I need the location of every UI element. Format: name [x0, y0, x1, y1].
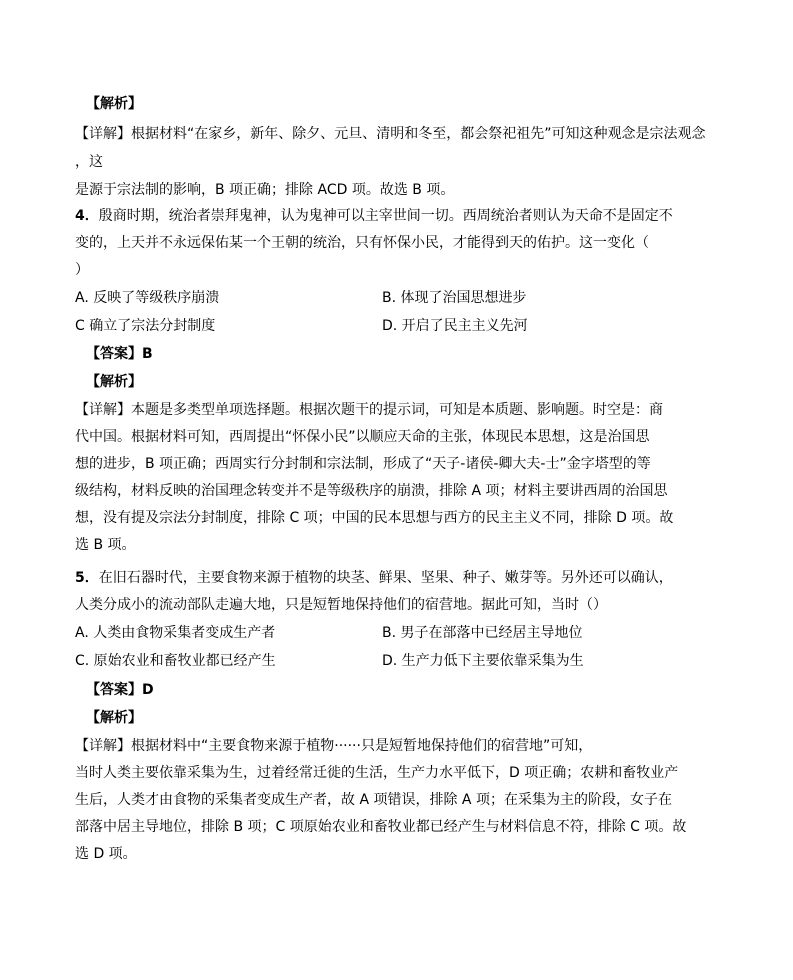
q5-option-b: B. 男子在部落中已经居主导地位: [382, 625, 583, 641]
q4-answer-label: 【答案】B: [86, 346, 153, 362]
q3-detail-line: 是源于宗法制的影响，B 项正确；排除 ACD 项。故选 B 项。: [75, 182, 455, 198]
q4-stem-line: 变的，上天并不永远保佑某一个王朝的统治，只有怀保小民，才能得到天的佑护。这一变化（: [75, 235, 649, 251]
q4-option-c: C 确立了宗法分封制度: [75, 318, 216, 334]
q5-stem-line: [75, 568, 673, 588]
q4-stem-line: ）: [75, 262, 89, 278]
q5-stem-text: 在旧石器时代，主要食物来源于植物的块茎、鲜果、坚果、种子、嫩芽等。另外还可以确认，: [98, 570, 673, 586]
q4-detail-line: 代中国。根据材料可知，西周提出“怀保小民”以顺应天命的主张，体现民本思想，这是治国思: [75, 429, 650, 445]
q5-jiexi-label: 【解析】: [86, 710, 142, 726]
q3-detail-line: 【详解】根据材料“在家乡，新年、除夕、元旦、清明和冬至，都会祭祀祖先”可知这种观念是宗法观念: [75, 126, 706, 142]
q4-jiexi-label: 【解析】: [86, 374, 142, 390]
q5-detail-line: 【详解】根据材料中“主要食物来源于植物······只是短暂地保持他们的宿营地”可知，: [75, 738, 593, 754]
q4-option-d: D. 开启了民主主义先河: [382, 318, 528, 334]
q4-option-a: A. 反映了等级秩序崩溃: [75, 290, 220, 306]
q4-detail-line: 级结构，材料反映的治国理念转变并不是等级秩序的崩溃，排除 A 项；材料主要讲西周的治国思: [75, 483, 668, 499]
q5-detail-line: 部落中居主导地位，排除 B 项；C 项原始农业和畜牧业都已经产生与材料信息不符，排除 C 项。故: [75, 819, 687, 835]
q3-jiexi-label: 【解析】: [86, 96, 142, 112]
q5-detail-line: 生后，人类才由食物的采集者变成生产者，故 A 项错误，排除 A 项；在采集为主的阶段，女子在: [75, 792, 672, 808]
q5-detail-line: 选 D 项。: [75, 846, 137, 862]
q4-detail-line: 选 B 项。: [75, 537, 136, 553]
q5-option-a: A. 人类由食物采集者变成生产者: [75, 625, 276, 641]
q5-number: 5．: [75, 570, 99, 586]
q4-detail-line: 【详解】本题是多类型单项选择题。根据次题干的提示词，可知是本质题、影响题。时空是：商: [75, 402, 663, 418]
q4-option-b: B. 体现了治国思想进步: [382, 290, 527, 306]
q5-detail-line: 当时人类主要依靠采集为生，过着经常迁徙的生活，生产力水平低下，D 项正确；农耕和畜牧业产: [75, 765, 679, 781]
q3-detail-line: ，这: [75, 154, 103, 170]
q5-answer-label: 【答案】D: [86, 682, 154, 698]
q4-number: 4．: [75, 208, 99, 224]
q4-stem-text: 殷商时期，统治者崇拜鬼神，认为鬼神可以主宰世间一切。西周统治者则认为天命不是固定不: [98, 208, 673, 224]
q5-option-c: C. 原始农业和畜牧业都已经产生: [75, 653, 276, 669]
q4-detail-line: 想的进步，B 项正确；西周实行分封制和宗法制，形成了“天子-诸侯-卿大夫-士”金字塔型的等: [75, 456, 651, 472]
q4-detail-line: 想，没有提及宗法分封制度，排除 C 项；中国的民本思想与西方的民主主义不同，排除 D 项。故: [75, 510, 674, 526]
q5-option-d: D. 生产力低下主要依靠采集为生: [382, 653, 584, 669]
q4-stem-line: [75, 206, 673, 226]
q5-stem-line: 人类分成小的流动部队走遍大地，只是短暂地保持他们的宿营地。据此可知，当时（）: [75, 597, 607, 613]
